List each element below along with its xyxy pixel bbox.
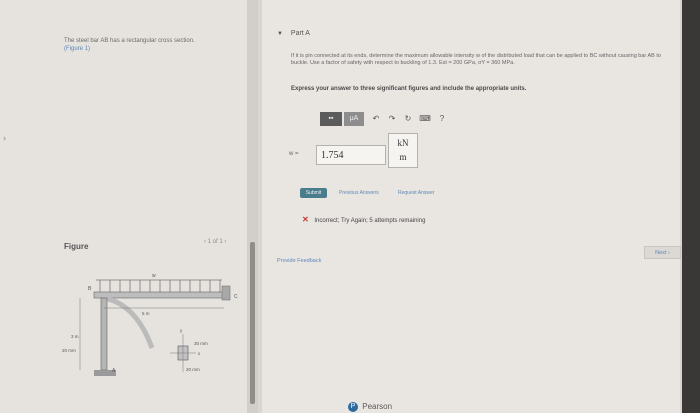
submit-button[interactable]: Submit bbox=[300, 188, 327, 198]
distributed-load-arrows bbox=[96, 280, 222, 292]
label-height: 3 m bbox=[71, 334, 79, 339]
label-c: C bbox=[234, 294, 238, 300]
help-icon[interactable]: ? bbox=[439, 114, 445, 123]
label-a: A bbox=[112, 368, 116, 374]
keyboard-icon[interactable]: ⌨ bbox=[419, 114, 431, 123]
redo-icon[interactable]: ↷ bbox=[388, 114, 396, 123]
pearson-text: Pearson bbox=[362, 402, 393, 412]
figure-diagram bbox=[62, 268, 249, 383]
label-span: 5 m bbox=[142, 311, 150, 316]
curved-arm bbox=[104, 298, 152, 348]
value-input[interactable]: 1.754 bbox=[316, 145, 386, 165]
provide-feedback-link[interactable]: Provide Feedback bbox=[277, 258, 322, 264]
unit-numerator: kN bbox=[397, 138, 409, 148]
undo-icon[interactable]: ↶ bbox=[372, 114, 380, 123]
scroll-thumb[interactable] bbox=[250, 242, 255, 404]
question-text: If it is pin connected at its ends, determine the maximum allowable intensity w of the distributed load that can be applied to BC without causing bar AB to buckle. Use a factor of safety with respect to buckling of 1.3. Est = 200 GPa, σY = 360 MPa. bbox=[291, 53, 661, 66]
previous-answers-link[interactable]: Previous Answers bbox=[339, 190, 379, 196]
part-a-header[interactable] bbox=[277, 30, 310, 37]
label-b: B bbox=[88, 286, 92, 292]
label-x: x bbox=[198, 351, 201, 356]
request-answer-link[interactable]: Request Answer bbox=[398, 190, 435, 196]
window-edge bbox=[682, 0, 700, 413]
chevron-right-icon[interactable]: › bbox=[3, 133, 6, 143]
pager-next-icon[interactable]: › bbox=[224, 239, 227, 245]
label-20mm: 20 mm bbox=[186, 367, 200, 372]
unit-denominator: m bbox=[399, 152, 407, 162]
next-button[interactable]: Next › bbox=[644, 246, 681, 259]
incorrect-x-icon: ✕ bbox=[302, 215, 309, 224]
pearson-logo bbox=[348, 402, 392, 412]
templates-button[interactable]: ▪▪ bbox=[320, 112, 342, 126]
label-dia: 20 mm bbox=[62, 348, 76, 353]
collapse-caret-icon[interactable]: ▼ bbox=[277, 31, 283, 37]
equation-toolbar bbox=[320, 112, 460, 126]
label-y: y bbox=[180, 328, 183, 333]
support-c bbox=[222, 286, 230, 300]
units-button[interactable]: μA bbox=[344, 112, 364, 126]
label-30mm: 30 mm bbox=[194, 341, 208, 346]
label-w: w bbox=[152, 273, 156, 279]
unit-input[interactable] bbox=[388, 133, 418, 168]
figure-pager[interactable] bbox=[204, 239, 226, 245]
feedback-message bbox=[302, 215, 425, 224]
beam-bc bbox=[94, 292, 224, 298]
pearson-p-icon: P bbox=[348, 402, 358, 412]
part-title: Part A bbox=[290, 30, 310, 37]
bar-ab bbox=[101, 298, 107, 370]
problem-statement bbox=[64, 37, 244, 53]
figure-link[interactable]: (Figure 1) bbox=[64, 46, 91, 52]
problem-text: The steel bar AB has a rectangular cross section. bbox=[64, 38, 195, 44]
structure-figure bbox=[62, 268, 249, 383]
pager-text: 1 of 1 bbox=[207, 239, 223, 245]
figure-label: Figure bbox=[64, 242, 89, 251]
feedback-text: Incorrect; Try Again; 5 attempts remaining bbox=[314, 218, 426, 224]
answer-label: w = bbox=[289, 151, 299, 157]
pager-prev-icon[interactable]: ‹ bbox=[204, 239, 206, 245]
reset-icon[interactable]: ↻ bbox=[404, 114, 412, 123]
instruction-text: Express your answer to three significant figures and include the appropriate units. bbox=[291, 86, 527, 92]
